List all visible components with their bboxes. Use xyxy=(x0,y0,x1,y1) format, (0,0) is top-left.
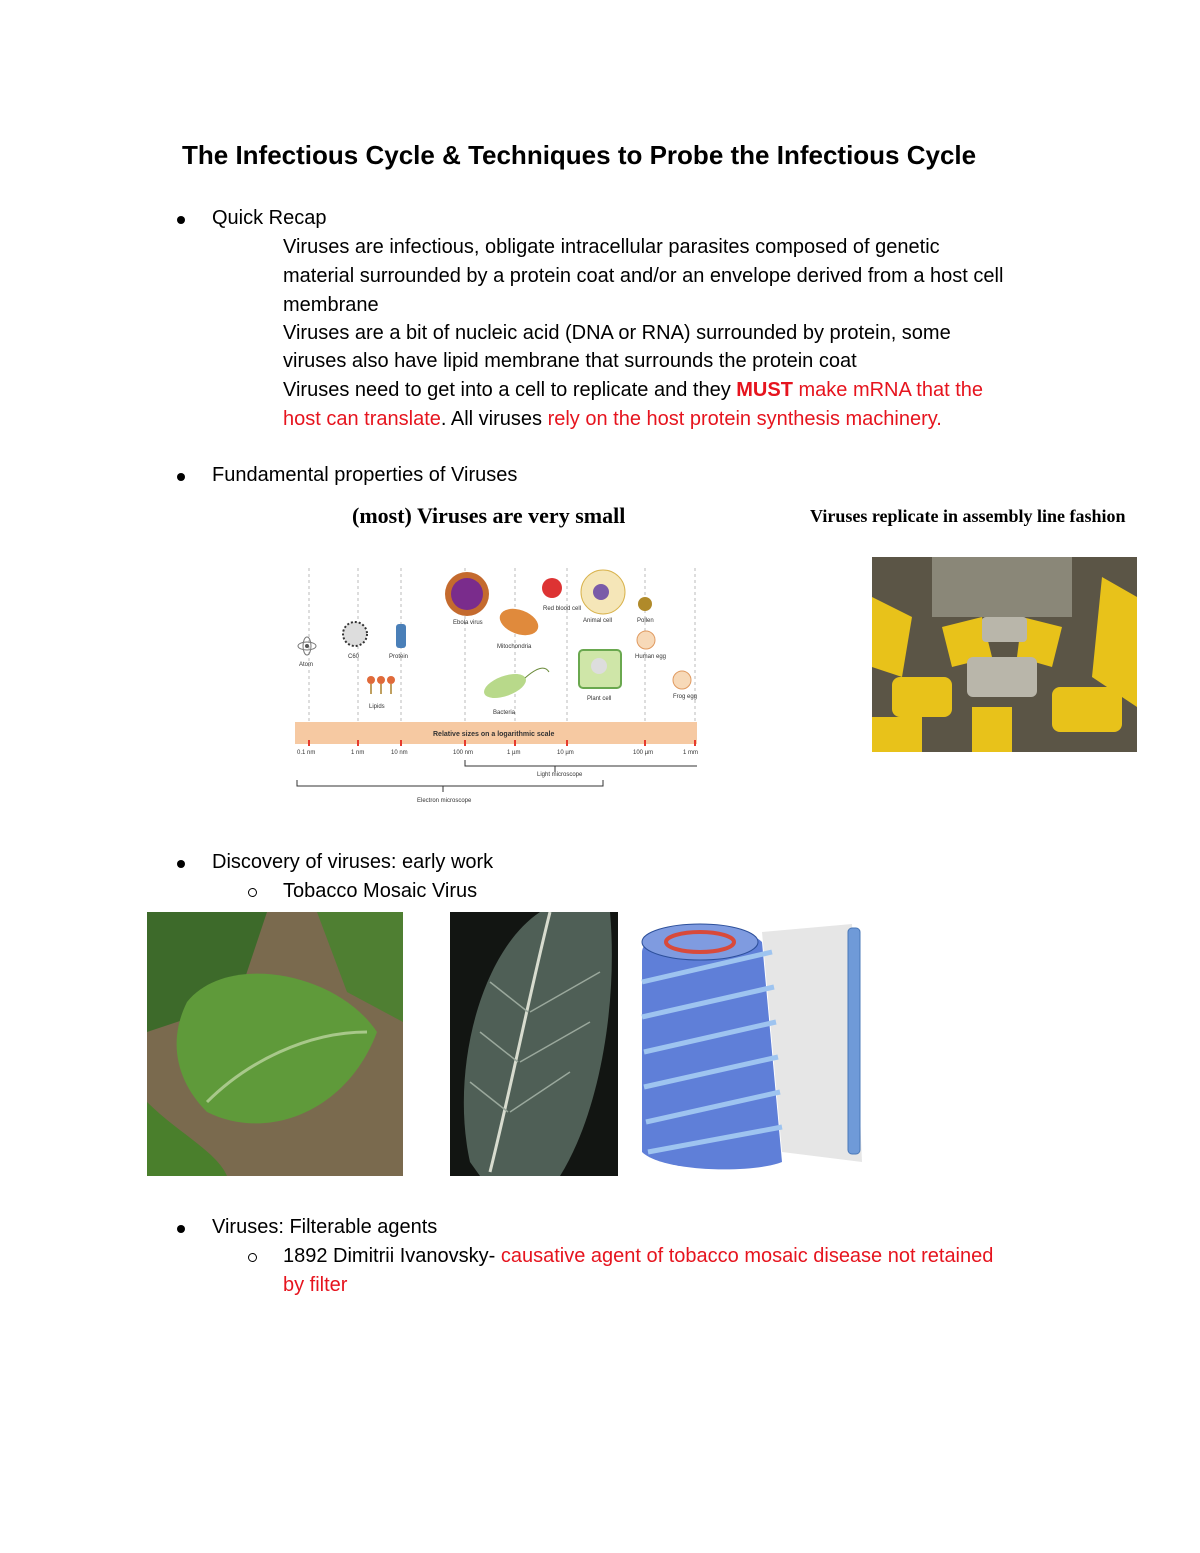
fundamentals-heading: Fundamental properties of Viruses xyxy=(212,464,518,486)
recap-text: Viruses are infectious, obligate intracellular parasites composed of genetic xyxy=(283,236,940,258)
scale-label: Lipids xyxy=(369,704,385,710)
scale-bar-label: Relative sizes on a logarithmic scale xyxy=(433,731,555,738)
scale-label: Plant cell xyxy=(587,696,612,702)
sub-bullet xyxy=(248,888,257,897)
tick-label: 100 nm xyxy=(453,750,474,756)
scale-label: Red blood cell xyxy=(543,606,582,612)
must-emphasis: MUST xyxy=(736,379,793,401)
scale-label: Animal cell xyxy=(583,618,613,624)
assembly-line-photo xyxy=(872,557,1137,752)
tick-label: 10 µm xyxy=(557,750,574,756)
tick-label: 1 nm xyxy=(351,750,365,756)
recap-text: Viruses need to get into a cell to replicate and they MUST make mRNA that the xyxy=(283,379,984,401)
scale-label: Ebola virus xyxy=(453,620,483,626)
tick-label: 100 µm xyxy=(633,750,654,756)
recap-heading: Quick Recap xyxy=(212,207,327,229)
tobacco-plant-photo xyxy=(147,912,403,1176)
discovery-heading: Discovery of viruses: early work xyxy=(212,851,494,873)
tick-label: 1 mm xyxy=(683,750,698,756)
light-microscope-label: Light microscope xyxy=(537,772,583,778)
scale-label: Protein xyxy=(389,654,409,660)
recap-text: host can translate. All viruses rely on the host protein synthesis machinery. xyxy=(283,408,942,430)
recap-text: viruses also have lipid membrane that surrounds the protein coat xyxy=(283,350,857,372)
scale-label: Frog egg xyxy=(673,694,698,700)
figure-title-assembly: Viruses replicate in assembly line fashion xyxy=(810,506,1126,526)
figure-title-small: (most) Viruses are very small xyxy=(352,503,626,528)
discovery-sub: Tobacco Mosaic Virus xyxy=(283,880,478,902)
tick-label: 10 nm xyxy=(391,750,408,756)
sub-bullet xyxy=(248,1253,257,1262)
recap-text: material surrounded by a protein coat and/or an envelope derived from a host cell xyxy=(283,265,1004,287)
bullet xyxy=(177,860,185,868)
tick-label: 0.1 nm xyxy=(297,750,316,756)
bullet xyxy=(177,1225,185,1233)
bullet xyxy=(177,473,185,481)
mosaic-leaf-photo xyxy=(450,912,618,1176)
page-title: The Infectious Cycle & Techniques to Probe the Infectious Cycle xyxy=(182,140,977,170)
recap-text: Viruses are a bit of nucleic acid (DNA or RNA) surrounded by protein, some xyxy=(283,322,951,344)
scale-label: C60 xyxy=(348,654,360,660)
tick-label: 1 µm xyxy=(507,750,521,756)
size-scale-figure xyxy=(293,562,699,810)
scale-label: Bacteria xyxy=(493,710,516,716)
scale-label: Atom xyxy=(299,662,314,668)
scale-label: Human egg xyxy=(635,654,667,660)
scale-label: Mitochondria xyxy=(497,644,532,650)
filterable-item: 1892 Dimitrii Ivanovsky- causative agent of tobacco mosaic disease not retained xyxy=(283,1245,994,1267)
electron-microscope-label: Electron microscope xyxy=(417,798,472,804)
scale-label: Pollen xyxy=(637,618,654,624)
tmv-structure-diagram xyxy=(632,912,882,1170)
recap-text: membrane xyxy=(283,294,379,316)
filterable-heading: Viruses: Filterable agents xyxy=(212,1216,438,1238)
bullet xyxy=(177,216,185,224)
filterable-item-cont: by filter xyxy=(283,1274,348,1296)
